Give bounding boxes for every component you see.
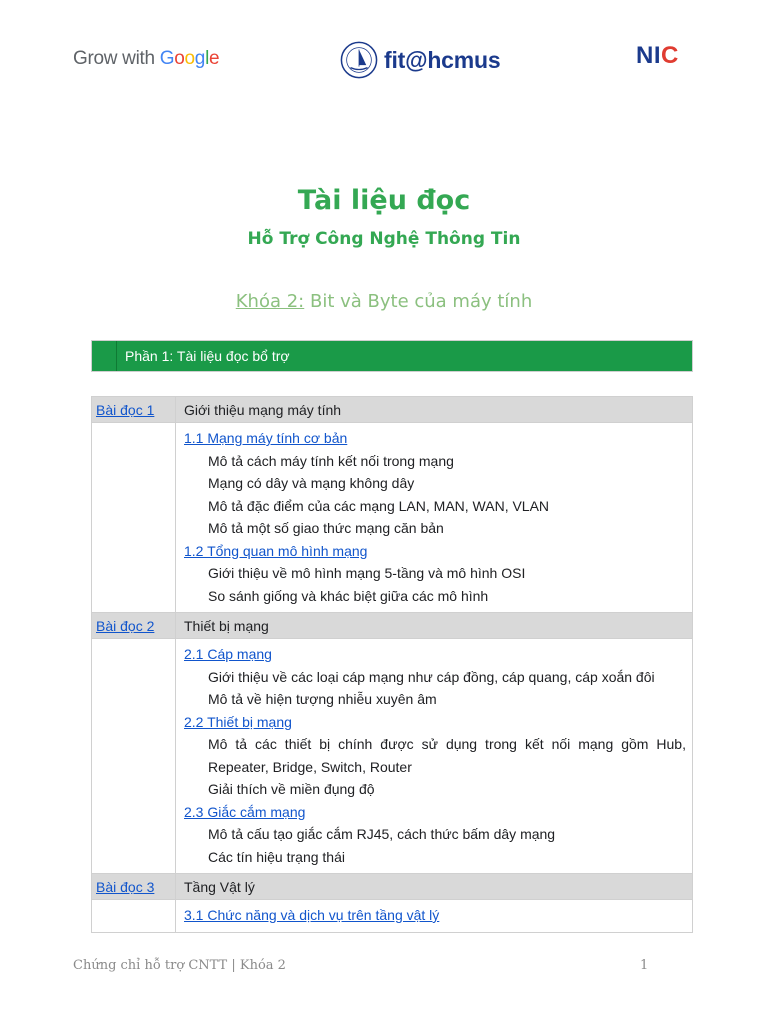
topic-item: Giải thích về miền đụng độ (208, 781, 375, 797)
topic-item: Giới thiệu về các loại cáp mạng như cáp đồng, cáp quang, cáp xoắn đôi (208, 668, 655, 685)
topic-item: Các tín hiệu trạng thái (208, 848, 345, 865)
footer-text: Chứng chỉ hỗ trợ CNTT | Khóa 2 (73, 958, 286, 973)
empty-cell (92, 423, 176, 613)
reading-body-row (92, 423, 693, 613)
logo-prefix: Grow with (73, 48, 160, 69)
nic-logo (636, 42, 679, 70)
document-title: Tài liệu đọc (297, 185, 471, 216)
topic-item: Mô tả các thiết bị chính được sử dụng trong kết nối mạng gồm Hub, Repeater, Bridge, Switch, Router (208, 736, 686, 775)
topic-item: Mạng có dây và mạng không dây (208, 475, 415, 491)
google-letter: o (174, 48, 185, 69)
reading-header-row (92, 613, 693, 639)
course-name: Bit và Byte của máy tính (304, 291, 533, 312)
topic-item: Mô tả về hiện tượng nhiễu xuyên âm (208, 691, 437, 707)
nic-logo-main: NI (636, 42, 661, 69)
reading-code-cell (92, 613, 176, 639)
google-letter: e (209, 48, 220, 69)
google-letter: G (159, 48, 175, 69)
fit-hcmus-logo (340, 40, 500, 80)
section-label: Phần 1: Tài liệu đọc bổ trợ (125, 348, 290, 364)
reading-topics-cell (176, 423, 693, 613)
empty-cell (92, 900, 176, 933)
reading-code-link[interactable]: Bài đọc 1 (96, 402, 155, 418)
google-letter: g (194, 48, 206, 69)
topic-link[interactable]: 2.3 Giắc cắm mạng (184, 803, 306, 820)
reading-code-cell (92, 874, 176, 900)
topic-link[interactable]: 1.2 Tổng quan mô hình mạng (184, 542, 368, 559)
reading-code-link[interactable]: Bài đọc 2 (96, 618, 155, 634)
reading-title: Tầng Vật lý (176, 874, 693, 900)
reading-title: Thiết bị mạng (176, 613, 693, 639)
nic-logo-accent: C (661, 42, 679, 69)
topic-link[interactable]: 2.1 Cáp mạng (184, 646, 272, 662)
topic-item: Mô tả đặc điểm của các mạng LAN, MAN, WAN, VLAN (208, 497, 550, 514)
topic-item: Mô tả cấu tạo giắc cắm RJ45, cách thức bấm dây mạng (208, 826, 556, 842)
google-wordmark (160, 48, 220, 69)
google-letter: l (205, 48, 209, 69)
google-letter: o (184, 48, 195, 69)
page-number: 1 (640, 958, 649, 973)
reading-body-row (92, 900, 693, 933)
section-header-bar (91, 340, 693, 372)
topic-item: Mô tả cách máy tính kết nối trong mạng (208, 452, 454, 469)
reading-header-row (92, 397, 693, 423)
topic-link[interactable]: 3.1 Chức năng và dịch vụ trên tầng vật lý (184, 907, 440, 923)
grow-with-google-logo (73, 48, 219, 70)
reading-header-row (92, 874, 693, 900)
course-code: Khóa 2: (235, 291, 305, 312)
readings-table (91, 396, 693, 933)
fit-hcmus-wordmark: fit@hcmus (384, 46, 501, 73)
topic-item: Mô tả một số giao thức mạng căn bản (208, 520, 444, 536)
topic-item: Giới thiệu về mô hình mạng 5-tầng và mô hình OSI (208, 565, 526, 581)
reading-code-cell (92, 397, 176, 423)
reading-body-row (92, 639, 693, 874)
reading-code-link[interactable]: Bài đọc 3 (96, 879, 155, 895)
empty-cell (92, 639, 176, 874)
topic-link[interactable]: 2.2 Thiết bị mạng (184, 713, 292, 730)
reading-topics-cell (176, 900, 693, 933)
topic-link[interactable]: 1.1 Mạng máy tính cơ bản (184, 430, 348, 446)
university-seal-icon (340, 41, 378, 79)
course-heading (0, 291, 768, 312)
document-subtitle: Hỗ Trợ Công Nghệ Thông Tin (247, 229, 521, 249)
section-accent (92, 341, 117, 371)
topic-item: So sánh giống và khác biệt giữa các mô hình (208, 587, 489, 604)
reading-topics-cell (176, 639, 693, 874)
reading-title: Giới thiệu mạng máy tính (176, 397, 693, 423)
